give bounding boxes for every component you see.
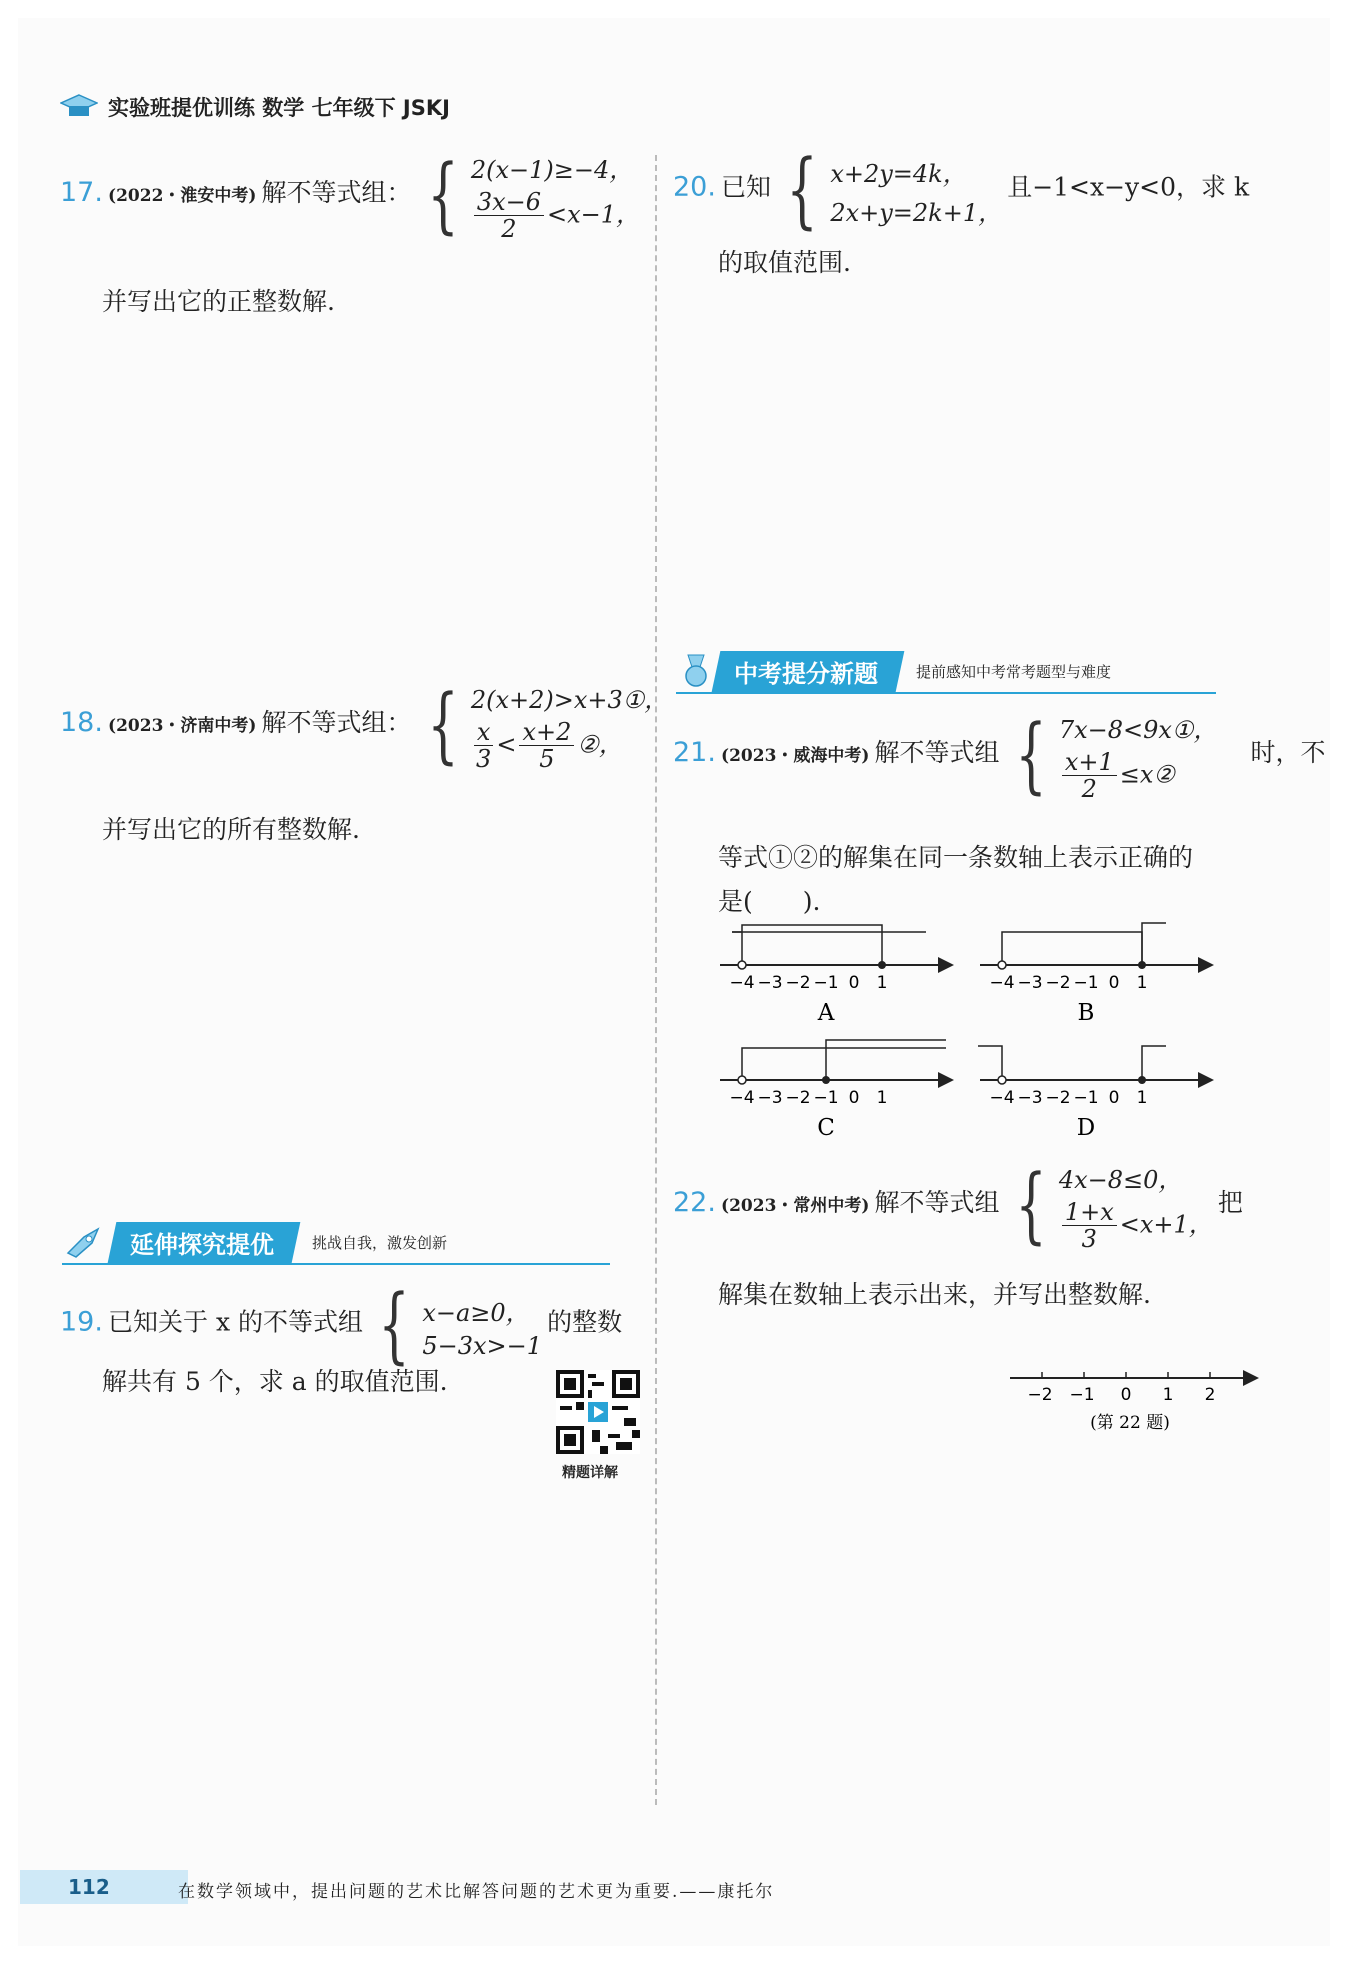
tick-label: 1	[1136, 1088, 1148, 1108]
fraction-numerator: 3x−6	[474, 189, 544, 216]
inequality-system: { 2(x−1)≥−4， $\frac{3x-6}{2}$ <x−1，	[427, 148, 641, 244]
banner-title: 中考提分新题	[734, 659, 878, 688]
question-20	[673, 143, 1250, 238]
question-after: 的整数	[547, 1307, 623, 1337]
question-17-tail: 并写出它的正整数解.	[102, 287, 335, 316]
question-lead: 解不等式组：	[261, 707, 412, 737]
tick-label: −2	[785, 1088, 811, 1108]
qr-caption: 精题详解	[562, 1465, 618, 1481]
fraction-numerator: x	[474, 719, 494, 746]
tick-label: −1	[813, 973, 839, 993]
tick-label: −4	[729, 1088, 755, 1108]
tick-label: 0	[1108, 973, 1120, 993]
question-source: (2023・威海中考)	[721, 745, 870, 766]
system-line-1: 4x−8≤0，	[1058, 1166, 1183, 1194]
question-number: 21.	[673, 736, 716, 768]
option-label: D	[1076, 1115, 1096, 1141]
inequality-system: { 2(x+2)>x+3①， $\frac{x}{3}$ < $\frac{x+2}{5}$ ②，	[427, 678, 669, 774]
question-after: 且−1<x−y<0，求 k	[1007, 172, 1250, 202]
equation-system: { x+2y=4k， 2x+y=2k+1，	[786, 143, 1003, 238]
less-than: <	[496, 730, 517, 759]
system-line-2: ≤x②	[1119, 760, 1175, 789]
question-number: 17.	[60, 176, 103, 208]
system-line-1: 2(x+2)>x+3①，	[470, 686, 669, 714]
question-lead: 已知关于 x 的不等式组	[108, 1307, 364, 1337]
tick-label: −1	[1073, 1088, 1099, 1108]
system-line-2: 5−3x>−1	[422, 1331, 542, 1360]
tick-label: 0	[1108, 1088, 1120, 1108]
number-line-22[interactable]	[1000, 1360, 1270, 1440]
tick-label: −3	[757, 973, 783, 993]
option-label: C	[817, 1115, 835, 1141]
qr-code-image	[556, 1370, 640, 1454]
fraction-numerator: 1+x	[1062, 1199, 1117, 1226]
question-21-line-3: 是( ).	[718, 887, 821, 916]
tick-label: 0	[848, 1088, 860, 1108]
answer-options	[710, 920, 1230, 1150]
question-lead: 已知	[721, 172, 772, 202]
tick-label: −2	[1027, 1385, 1053, 1405]
tick-label: −3	[757, 1088, 783, 1108]
question-lead: 解不等式组：	[261, 177, 412, 207]
question-number: 20.	[673, 171, 716, 203]
inequality-system: { 4x−8≤0， $\frac{1+x}{3}$ <x+1，	[1015, 1158, 1213, 1254]
option-label: A	[817, 1000, 835, 1026]
option-d[interactable]	[978, 1046, 1210, 1141]
medal-icon	[676, 653, 716, 689]
tick-label: −1	[813, 1088, 839, 1108]
column-divider	[655, 155, 657, 1805]
question-18-tail: 并写出它的所有整数解.	[102, 815, 360, 844]
tick-label: 1	[1162, 1385, 1174, 1405]
footer-quote: 在数学领域中，提出问题的艺术比解答问题的艺术更为重要.——康托尔	[178, 1882, 775, 1902]
fraction-denominator: 5	[539, 745, 555, 774]
tick-label: −4	[729, 973, 755, 993]
tick-label: −3	[1017, 973, 1043, 993]
question-17	[60, 150, 640, 243]
question-21	[673, 710, 1326, 803]
system-line-2: <x+1，	[1119, 1210, 1213, 1239]
question-source: (2023・常州中考)	[721, 1195, 870, 1216]
header-title: 实验班提优训练 数学 七年级下 JSKJ	[108, 96, 450, 120]
tick-label: −4	[989, 1088, 1015, 1108]
question-number: 19.	[60, 1306, 103, 1338]
question-lead: 解不等式组	[874, 1187, 1000, 1217]
figure-caption: (第 22 题)	[1090, 1413, 1170, 1433]
system-line-1: x+2y=4k，	[830, 160, 967, 188]
question-after: 时，不	[1250, 737, 1326, 767]
tick-label: 1	[876, 973, 888, 993]
tick-label: −1	[1069, 1385, 1095, 1405]
fraction-denominator: 2	[501, 215, 517, 244]
tick-label: 0	[1120, 1385, 1132, 1405]
qr-code[interactable]	[556, 1370, 640, 1454]
inequality-system: { 7x−8<9x①， $\frac{x+1}{2}$ ≤x②	[1015, 708, 1218, 804]
question-22	[673, 1160, 1243, 1253]
option-label: B	[1077, 1000, 1095, 1026]
question-source: (2022・淮安中考)	[108, 185, 257, 206]
question-after: 把	[1217, 1187, 1243, 1217]
tick-label: −2	[785, 973, 811, 993]
system-line-1: 7x−8<9x①，	[1058, 716, 1218, 744]
inequality-system: { x−a≥0， 5−3x>−1	[378, 1278, 542, 1373]
system-line-2: ②，	[577, 730, 623, 759]
banner-title: 延伸探究提优	[130, 1230, 274, 1259]
fraction-numerator: x+1	[1062, 749, 1117, 776]
banner-subtitle: 提前感知中考常考题型与难度	[916, 662, 1112, 681]
fraction-denominator: 2	[1081, 775, 1097, 804]
question-18	[60, 680, 668, 773]
question-21-line-2: 等式①②的解集在同一条数轴上表示正确的	[718, 843, 1194, 872]
system-line-1: 2(x−1)≥−4，	[470, 156, 634, 184]
option-b[interactable]	[980, 923, 1210, 1026]
section-banner-exam	[676, 652, 1216, 690]
option-a[interactable]	[720, 925, 950, 1026]
system-line-2: 2x+y=2k+1，	[830, 199, 1003, 227]
tick-label: 1	[1136, 973, 1148, 993]
fraction-numerator: x+2	[519, 719, 574, 746]
question-source: (2023・济南中考)	[108, 715, 257, 736]
question-number: 22.	[673, 1186, 716, 1218]
tick-label: −1	[1073, 973, 1099, 993]
section-banner-extension	[62, 1223, 610, 1261]
tick-label: 0	[848, 973, 860, 993]
tick-label: −2	[1045, 1088, 1071, 1108]
fraction-denominator: 3	[475, 745, 492, 774]
tick-label: 1	[876, 1088, 888, 1108]
tick-label: −4	[989, 973, 1015, 993]
system-line-1: x−a≥0，	[422, 1298, 530, 1327]
question-20-tail: 的取值范围.	[718, 248, 851, 277]
page-number: 112	[20, 1870, 188, 1904]
tick-label: 2	[1204, 1385, 1216, 1405]
system-line-2: <x−1，	[547, 200, 641, 229]
tick-label: −2	[1045, 973, 1071, 993]
fraction-denominator: 3	[1081, 1225, 1097, 1254]
question-number: 18.	[60, 706, 103, 738]
option-c[interactable]	[720, 1040, 950, 1141]
book-header	[60, 92, 450, 122]
question-lead: 解不等式组	[874, 737, 1000, 767]
banner-subtitle: 挑战自我，激发创新	[312, 1233, 448, 1252]
question-19	[60, 1278, 623, 1373]
question-19-tail: 解共有 5 个，求 a 的取值范围.	[102, 1367, 448, 1396]
rocket-icon	[62, 1225, 112, 1259]
graduation-cap-icon	[60, 92, 98, 122]
tick-label: −3	[1017, 1088, 1043, 1108]
question-22-tail: 解集在数轴上表示出来，并写出整数解.	[718, 1280, 1151, 1309]
